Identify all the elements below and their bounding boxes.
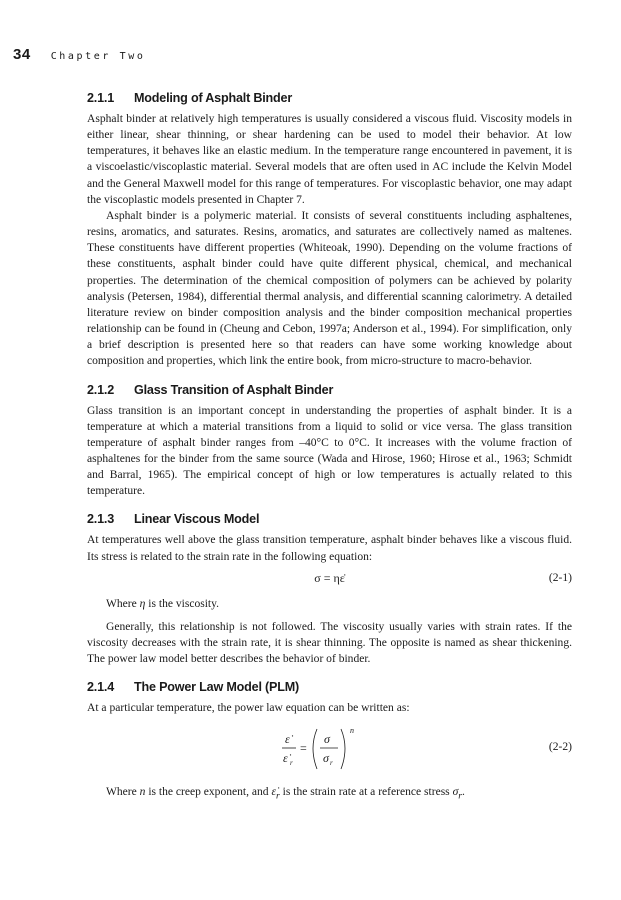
left-parenthesis xyxy=(313,729,317,769)
section-heading xyxy=(87,511,572,527)
where-text: is the creep exponent, and xyxy=(145,785,272,798)
equation-2-1 xyxy=(87,565,572,591)
section-2-1-1 xyxy=(87,90,572,370)
paragraph: Asphalt binder is a polymeric material. It consists of several constituents including asphaltenes, resins, aromatics, and saturates. Resins, aromatics, and saturates are collectively named as maltenes. These constituents have different properties (Whiteoak, 1990). Depending on the volume fractions of these constituents, asphalt binder could have quite different physical, chemical, and mechanical properties. The determination of the chemical composition of polymers can be achieved by polarity analysis (Petersen, 1984), differential thermal analysis, and differential scanning calorimetry. A detailed literature review on binder composition analysis and the binder composition mechanical properties relationship can be found in (Cheung and Cebon, 1997a; Anderson et al., 1994). For simplification, only a brief description is presented here so that readers can have some working knowledge about composition and properties, which link the entire book, from micro-structure to macro-behavior. xyxy=(87,209,572,368)
where-text: Where xyxy=(106,597,140,610)
chapter-label: Chapter Two xyxy=(50,51,146,62)
where-text: is the viscosity. xyxy=(145,597,220,610)
page-content xyxy=(87,90,572,816)
section-2-1-3 xyxy=(87,511,572,667)
paragraph: At temperatures well above the glass transition temperature, asphalt binder behaves like a viscous fluid. Its stress is related to the strain rate in the following equation: xyxy=(87,534,572,563)
equation-number: (2-1) xyxy=(548,571,572,584)
section-title: Linear Viscous Model xyxy=(134,512,260,527)
right-parenthesis xyxy=(341,729,345,769)
where-clause xyxy=(106,784,572,804)
where-clause xyxy=(106,596,572,612)
n-symbol: n xyxy=(139,785,146,798)
paragraph: Asphalt binder at relatively high temperatures is usually considered a viscous fluid. Viscosity models in either linear, shear thinning, or shear hardening can be used to model their behavior. At low temperatures, it behaves like an elastic medium. In the temperature range encountered in pavement, it is a viscoelastic/viscoplastic material. Several models that are often used in AC include the Kelvin Model and the General Maxwell model for this range of temperatures. For viscoplastic behavior, one may adapt the viscoplastic models presented in Chapter 7. xyxy=(87,113,572,206)
rhs-denominator: σ xyxy=(323,750,329,765)
lhs-denominator-subscript: r xyxy=(290,758,293,767)
lhs-numerator: ε̇ xyxy=(285,731,290,746)
strain-rate-symbol: ε̇ xyxy=(271,785,277,798)
section-2-1-2 xyxy=(87,382,572,500)
where-text: . xyxy=(462,785,465,798)
rhs-denominator-subscript: r xyxy=(330,758,333,767)
strain-rate-subscript: r xyxy=(276,789,280,801)
section-title: The Power Law Model (PLM) xyxy=(134,680,300,695)
exponent-n: n xyxy=(350,725,354,735)
section-heading xyxy=(87,679,572,695)
section-number: 2.1.2 xyxy=(87,382,115,397)
where-text: Where xyxy=(106,785,140,798)
where-text: is the strain rate at a reference stress xyxy=(279,785,453,798)
section-number: 2.1.3 xyxy=(87,512,115,527)
lhs-denominator: ε̇ xyxy=(283,750,288,765)
running-head xyxy=(13,46,146,66)
equals-sign: = xyxy=(300,740,307,755)
equation-number: (2-2) xyxy=(548,740,572,753)
paragraph: Glass transition is an important concept in understanding the properties of asphalt binder. It is a temperature at which a material transitions from a liquid to solid or vice versa. The glass transition temperature of asphalt binder ranges from –40°C to 0°C. It increases with the volume fraction of asphaltenes for the binder from the same source (Wada and Hirose, 1960; Hirose et al., 1963; Schmidt and Barral, 1965). The empirical concept of high or low temperatures is actually related to this temperature. xyxy=(87,404,572,498)
paragraph: Generally, this relationship is not followed. The viscosity usually varies with strain rates. If the viscosity decreases with the strain rate, it is shear thinning. The opposite is named as shear thickening. The power law model better describes the behavior of binder. xyxy=(87,620,572,666)
section-number: 2.1.1 xyxy=(87,91,115,105)
paragraph: At a particular temperature, the power law equation can be written as: xyxy=(87,702,410,715)
section-title: Glass Transition of Asphalt Binder xyxy=(134,382,334,397)
section-number: 2.1.4 xyxy=(87,680,115,695)
power-law-formula xyxy=(279,723,369,777)
section-title: Modeling of Asphalt Binder xyxy=(134,91,293,105)
section-heading xyxy=(87,382,572,398)
equation-formula: σ = ηε̇ xyxy=(314,570,345,585)
rhs-numerator: σ xyxy=(324,731,330,746)
eta-symbol: η xyxy=(139,597,146,610)
sigma-subscript: r xyxy=(458,789,463,801)
section-2-1-4 xyxy=(87,679,572,804)
page-number: 34 xyxy=(13,46,31,63)
sigma-symbol: σ xyxy=(452,785,459,798)
equation-2-2 xyxy=(87,721,572,779)
section-heading xyxy=(87,90,572,106)
